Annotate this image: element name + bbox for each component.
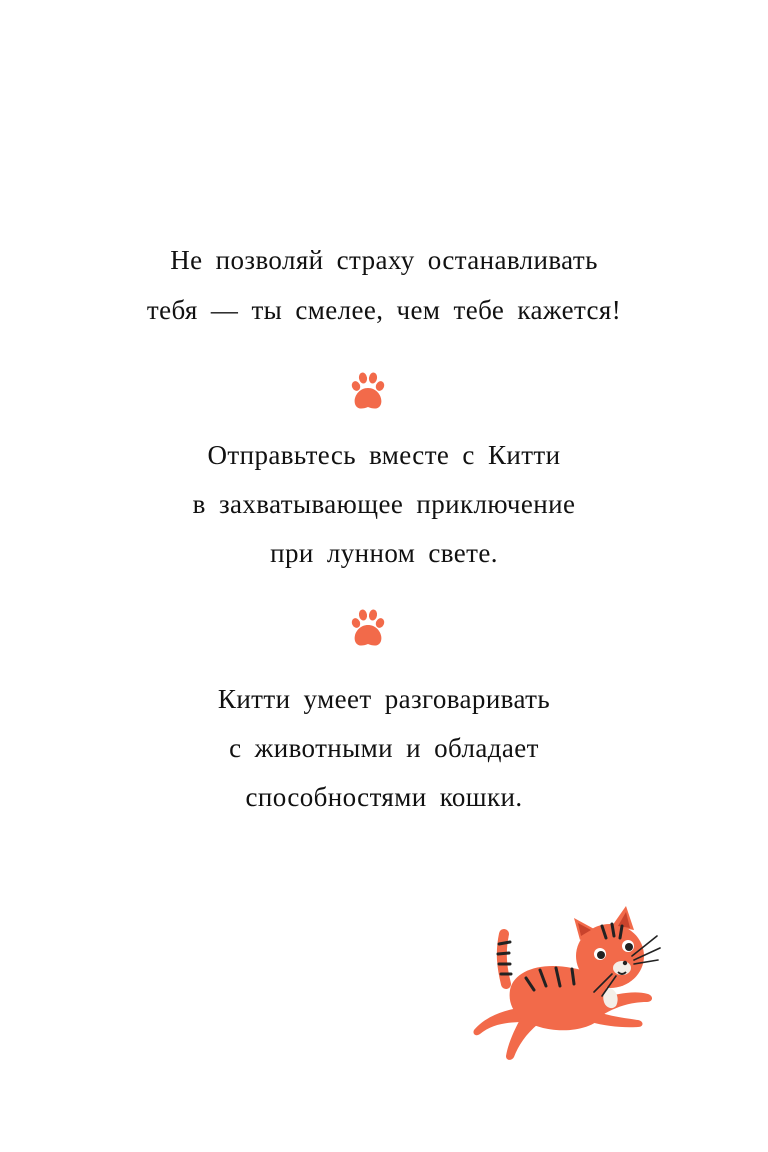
ability-line-2: с животными и обладает [229,733,539,763]
ability-line-3: способностями кошки. [245,782,523,812]
ability-line-1: Китти умеет разговаривать [217,684,551,714]
paw-print-icon [347,371,389,413]
adventure-line-3: при лунном свете. [270,538,498,568]
intro-line-1: Не позволяй страху останавливать [170,245,598,275]
adventure-line-2: в захватывающее приключение [192,489,576,519]
paw-print-icon [347,608,389,650]
adventure-line-1: Отправьтесь вместе с Китти [207,440,561,470]
intro-line-2: тебя — ты смелее, чем тебе кажется! [146,295,622,325]
kitten-illustration [462,898,667,1063]
